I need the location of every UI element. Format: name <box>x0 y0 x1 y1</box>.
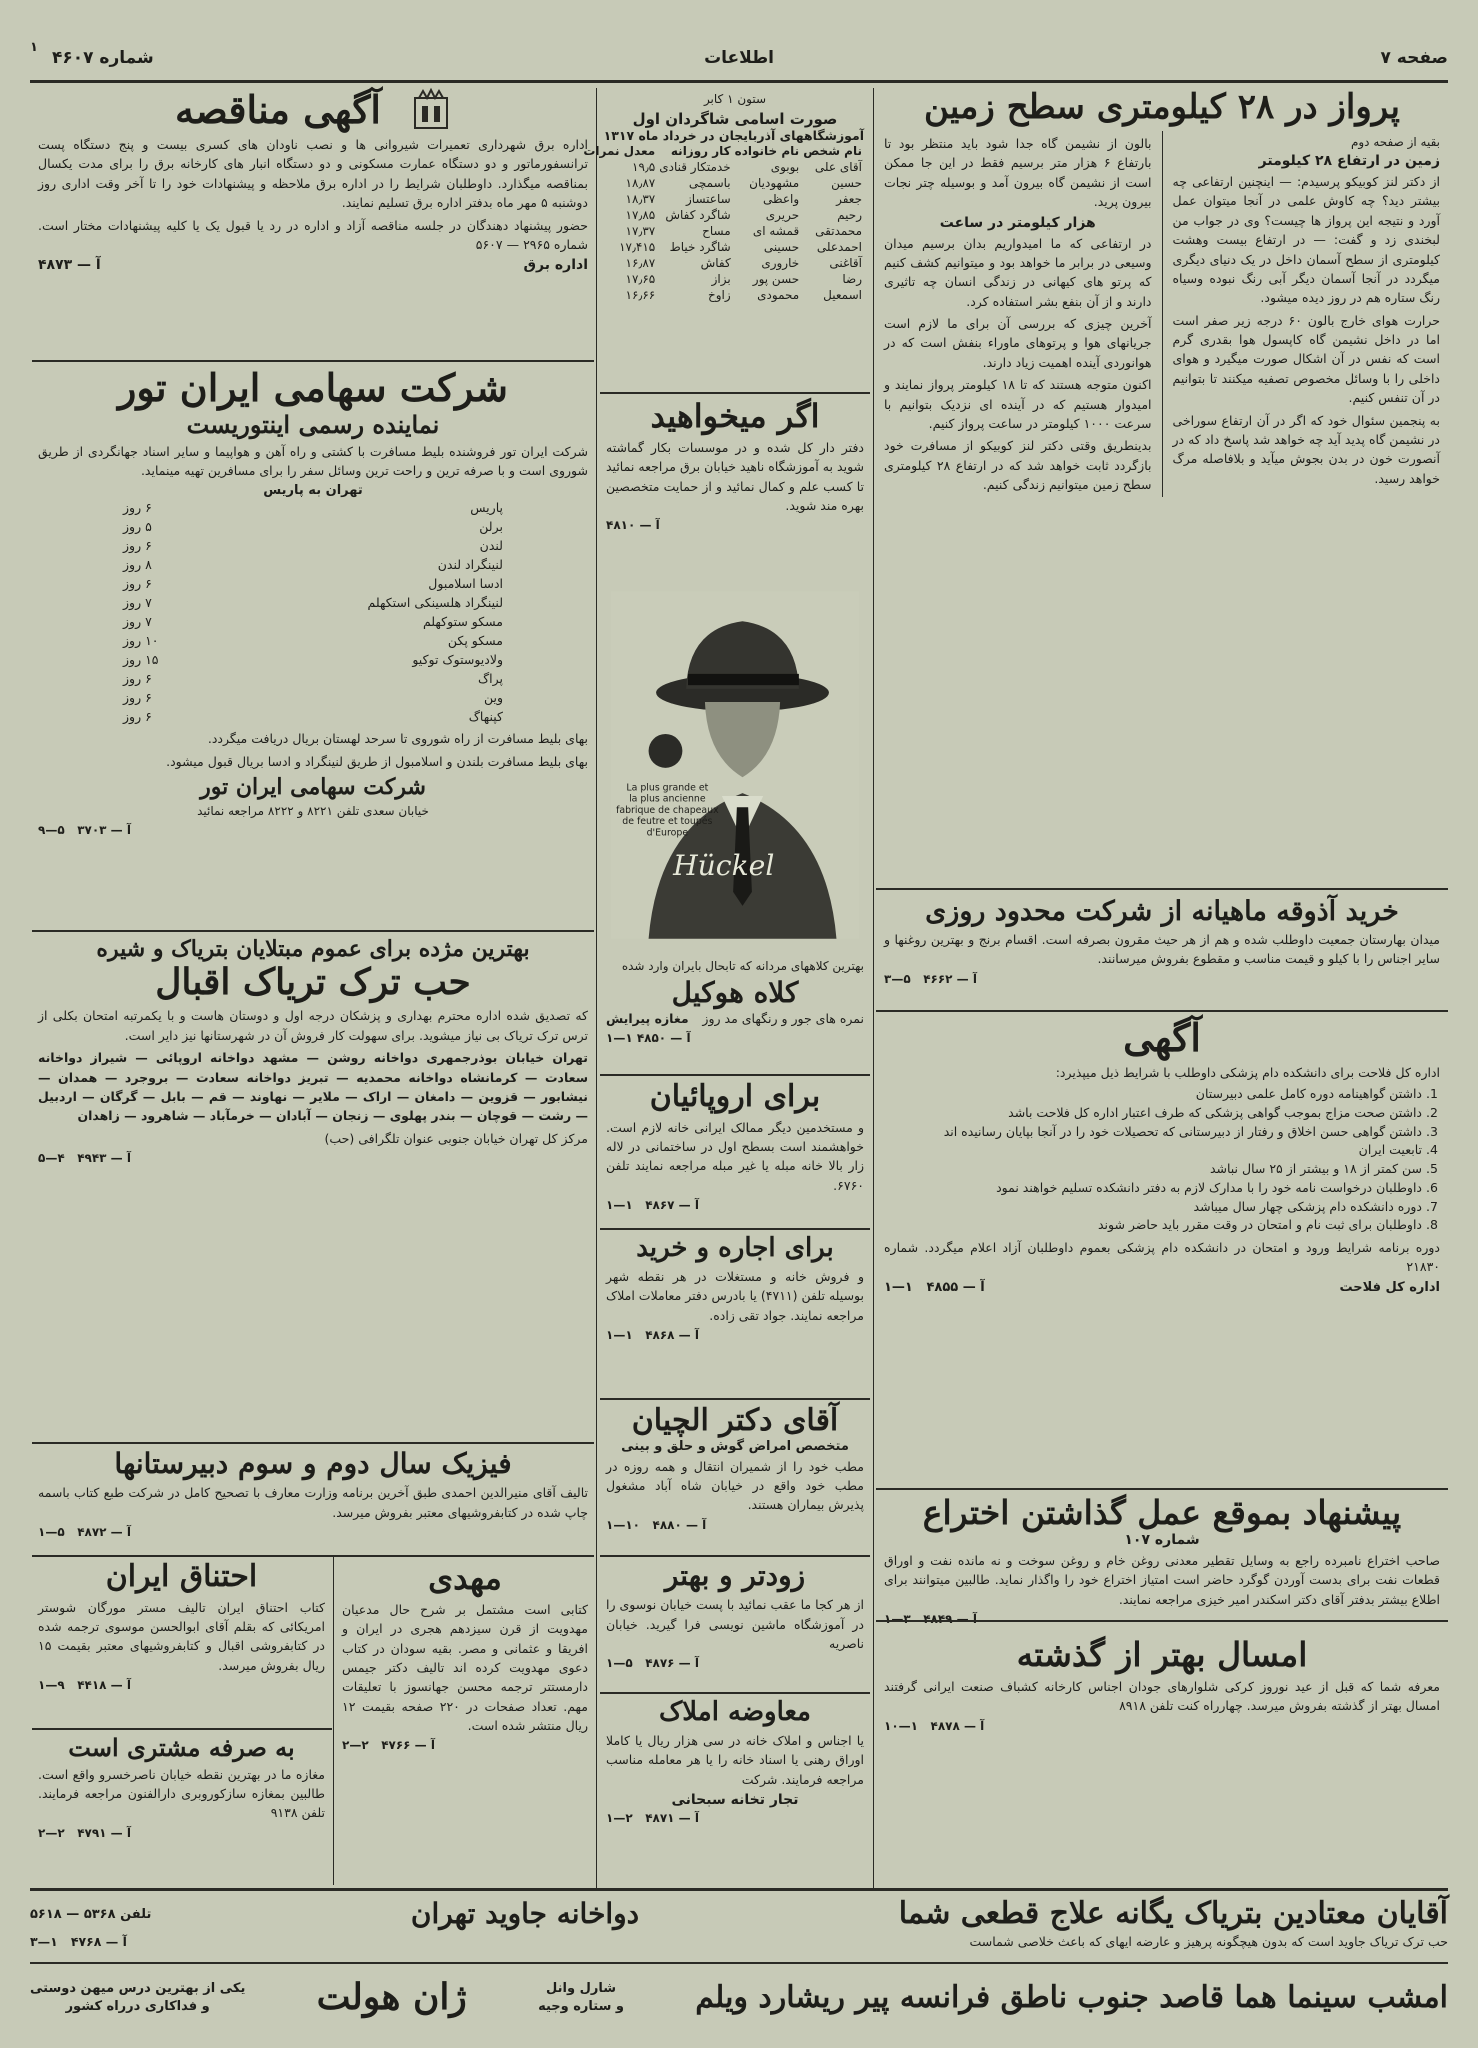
ad-text: صاحب اختراع نامبرده راجع به وسایل تقطیر معدنی روغن خام و روغن سوخت و نه مانده نفت و اوراق قطعات نفت برای بدست آوردن گوگرد حاضر است امتیاز اختراع خود را واگذار نماید. طالبین میتوانند برای اطلاع بیشتر بدفتر آقای دکتر اسکندر امیر خیزی مراجعه نمایند. <box>884 1552 1440 1607</box>
ad-intro: بهترین کلاههای مردانه که تابحال بایران وارد شده <box>621 959 864 973</box>
ad-ref: ۳—۵ <box>884 971 911 986</box>
table-row: احمدعلی حسینی شاگرد خیاط ۱۷٫۴۱۵ <box>619 240 862 254</box>
ad-text: و مستخدمین دیگر ممالک ایرانی خانه لازم است. خواهشمند است بسطح اول در ساختمانی در لاله زار بالا خانه مبله یا غیر مبله مراجعه نمایند تلفن ۶۷۶۰. <box>606 1119 864 1193</box>
agency-list: تهران خیابان بوذرجمهری دواخانه روشن — مشهد دواخانه اروپائی — شیراز دواخانه سعادت — کرمانشاه دواخانه محمدیه — تبریز دواخانه سعادت — بروجرد — همدان — نیشابور — قزوین — دامغان — اراک — ملایر — نهاوند — قم — بابل — گرگان — اردبیل — رشت — قوچان — بندر پهلوی — زنجان — آبادان — خرمآباد — شاهرود — زاهدان <box>38 1050 588 1124</box>
ad-signature: شرکت سهامی ایران تور <box>200 774 426 801</box>
list-item: مسکو پکن ۱۰ روز <box>123 633 503 649</box>
article-paragraph: در ارتفاعی که ما امیدواریم بدان برسیم میدان وسیعی در برابر ما خواهد بود و میتوانیم کشف کنیم که پرتو های کیهانی در زندگی انسان چه تاثیری دارند و از آن بنفع بشر استفاده کرد. <box>884 235 1152 309</box>
ad-title: اگر میخواهید <box>650 397 820 435</box>
ad-ref: ۱—۱ <box>606 1328 633 1343</box>
condition-item: 4. تابعیت ایران <box>884 1141 1422 1160</box>
caption-line: fabrique de chapeaux <box>616 804 719 816</box>
opium-cure-banner <box>30 1894 1448 1960</box>
ad-ref: ۱—۲ <box>606 1811 633 1826</box>
ad-title: حب ترک تریاک اقبال <box>155 961 471 1003</box>
physics-book-ad <box>30 1448 596 1553</box>
list-subtitle: آموزشگاههای آذربایجان در خرداد ماه ۱۳۱۷ <box>603 128 864 143</box>
hat-ad <box>603 580 867 950</box>
ad-text: شرکت ایران تور فروشنده بلیط مسافرت با کشتی و راه آهن و هواپیما و سایر اسناد جهانگردی از طریق شوروی است و با صرفه ترین و راحت ترین وسائل سفر را برای مسافرین تهیه مینماید. <box>38 443 588 479</box>
cinema-tagline: و فداکاری درراه کشور <box>65 1999 210 2014</box>
ad-ref: ۲—۲ <box>342 1738 369 1753</box>
ad-ref: آ — ۴۸۱۰ <box>606 518 660 533</box>
notice-ref: ۱—۱ <box>884 1279 913 1295</box>
ad-ref: آ — ۴۸۷۱ <box>645 1811 699 1826</box>
ad-text: که تصدیق شده اداره محترم بهداری و پزشکان درجه اول و دوستان هاست و با یکمرتبه امتحان بکلی از ترس ترک تریاک بی نیاز میشوید. برای سهولت کار فروش آن در شهرستانها نیز دایر است. <box>38 1008 588 1043</box>
rent-ad <box>598 1234 872 1394</box>
emblem-icon <box>411 88 451 132</box>
ad-text: تالیف آقای منیرالدین احمدی طبق آخرین برنامه وزارت معارف با تصحیح کامل در شرکت طبع کتاب باسمه چاپ شده در کتابفروشیهای معتبر بفروش میرسد. <box>38 1485 588 1520</box>
list-item: برلن ۵ روز <box>123 519 503 535</box>
ad-ref: آ — ۳۷۰۳ <box>77 823 131 838</box>
property-ad <box>598 1698 872 1884</box>
ad-ref: آ — ۴۸۷۸ <box>930 1718 985 1733</box>
ad-note: بهای بلیط مسافرت از راه شوروی تا سرحد لهستان بریال دریافت میگردد. <box>207 731 588 747</box>
ad-title: آقای دکتر الچیان <box>631 1403 839 1438</box>
ad-text: کتاب احتناق ایران تالیف مستر مورگان شوستر امریکائی که بقلم آقای ابوالحسن موسوی ترجمه شده در کتابفروشی اقبال و کتابفروشیهای معتبر بقیمت ۱۵ ریال بفروش میرسد. <box>38 1599 325 1673</box>
cinema-banner <box>30 1966 1448 2030</box>
ad-ref: آ — ۴۴۱۸ <box>77 1678 131 1692</box>
ad-text: کتابی است مشتمل بر شرح حال مدعیان مهدویت از قرن سیزدهم هجری در ایران و افریقا و عثمانی و مصر. بقیه سودان در کتاب دعوی مهدویت کرده اند تالیف دکتر جیمس دارمستتر ترجمه محسن جهانسوز با تعلیقات مهم. تعداد صفحات در ۲۲۰ صفحه بقیمت ۱۲ ریال منتشر شده است. <box>342 1601 588 1734</box>
list-item: کپنهاگ ۶ روز <box>123 709 503 725</box>
ad-ref: ۱—۱۰ <box>606 1517 640 1532</box>
article-title: پرواز در ۲۸ کیلومتری سطح زمین <box>923 87 1400 127</box>
notice-title: آگهی <box>1123 1015 1201 1060</box>
list-item: پراگ ۶ روز <box>123 671 503 687</box>
list-item: لنینگراد لندن ۸ روز <box>123 557 503 573</box>
ad-note: بهای بلیط مسافرت بلندن و اسلامبول از طریق لنینگراد و ادسا بریال قبول میشود. <box>166 753 588 769</box>
issue-number: شماره ۴۶۰۷ <box>52 48 154 68</box>
cinema-actor: شارل وانل <box>546 1980 616 1996</box>
ad-text: میدان بهارستان جمعیت داوطلب شده و هم از هر حیث مقرون بصرفه است. اقسام برنج و بهترین روغنها و سایر اجناس را با کیلو و قیمت مناسب و مقطوع بفروش میرسانند. <box>884 932 1440 967</box>
ad-title: معاوضه املاک <box>659 1697 811 1727</box>
ad-signature: اداره برق <box>523 257 588 274</box>
article-paragraph: اکنون متوجه هستند که تا ۱۸ کیلومتر پرواز نمایند و امیدوار هستیم که در آینده ای نزدیک بتوانیم با سرعت ۱۰۰۰ کیلومتر در ساعت پرواز کنیم. <box>884 377 1152 431</box>
column-divider <box>596 88 597 1888</box>
shop-name: تجار تخانه سبحانی <box>671 1792 799 1809</box>
better-ad <box>876 1628 1448 1880</box>
header-rule <box>30 80 1448 83</box>
ad-title: آگهی مناقصه <box>175 87 381 133</box>
cinema-tagline: یکی از بهترین درس میهن دوستی <box>30 1980 246 1996</box>
article-paragraph: آخرین چیزی که بررسی آن برای ما لازم است جریانهای هوا و پرتوهای ماوراء بنفش است که در هوانوردی آینده اهمیت زیاد دارند. <box>884 316 1152 370</box>
column-divider <box>873 88 874 1888</box>
list-item: لندن ۶ روز <box>123 538 503 554</box>
article-paragraph: حرارت هوای خارج بالون ۶۰ درجه زیر صفر است اما در داخل نشیمن گاه کاپسول هوا بقدری گرم است که نفس در آن اشکال صورت میگیرد و هوای داخلی را با وسائل مخصوص تصفیه میکنند تا بتوانیم در آن تنفس کنیم. <box>1172 312 1440 406</box>
ad-title: برای اجاره و خرید <box>636 1233 834 1263</box>
ad-ref: آ — ۴۸۸۰ <box>652 1517 707 1532</box>
continued-note: بقیه از صفحه دوم <box>1350 135 1440 150</box>
condition-item: 7. دوره دانشکده دام پزشکی چهار سال میباشد <box>884 1198 1422 1217</box>
ad-headline: بهترین مژده برای عموم مبتلایان بتریاک و شیره <box>96 936 530 962</box>
corner-mark: ۱ <box>30 40 38 55</box>
ad-ref: آ — ۴۸۷۶ <box>645 1656 699 1671</box>
ad-address: خیابان سعدی تلفن ۸۲۲۱ و ۸۲۲۲ مراجعه نمائید <box>197 804 429 819</box>
condition-item: 2. داشتن صحت مزاج بموجب گواهی پزشکی که طرف اعتبار اداره کل فلاحت باشد <box>884 1104 1422 1123</box>
table-row: رضا حسن پور بزاز ۱۷٫۶۵ <box>625 272 862 286</box>
banner-note: حب ترک تریاک جاوید است که بدون هیچگونه پرهیز و عارضه ایهای که باعث خلاصی شماست <box>969 1934 1448 1949</box>
section-subheading: هزار کیلومتر در ساعت <box>939 214 1096 231</box>
cinema-headline: امشب سینما هما قاصد جنوب ناطق فرانسه پیر ریشارد ویلم <box>695 1979 1448 2015</box>
condition-item: 6. داوطلبان درخواست نامه خود را با مدارک لازم به دفتر دانشکده تسلیم خواهند نمود <box>884 1179 1422 1198</box>
notice-footer: دوره برنامه شرایط ورود و امتحان در دانشکده دام پزشکی بعموم داوطلبان آزاد اعلام میگردد. شماره ۲۱۸۳۰ <box>884 1240 1440 1275</box>
ad-title: مهدی <box>428 1559 502 1597</box>
shop-name: مغازه پیرایش <box>606 1011 689 1027</box>
route-label: تهران به پاریس <box>263 483 363 499</box>
ad-text: از هر کجا ما عقب نمائید با پست خیابان نوسوی را در آموزشگاه ماشین نویسی فرا گیرید. خیابان ناصریه <box>606 1597 864 1651</box>
ad-text: حضور پیشنهاد دهندگان در جلسه مناقصه آزاد و اداره در رد یا قبول یک یا کلیه پیشنهادات مختار است. شماره ۲۹۶۵ — ۵۶۰۷ <box>38 217 588 252</box>
ad-text: مغازه ما در بهترین نقطه خیابان ناصرخسرو واقع است. طالبین بمغازه سازکوروبری دارالفنون مراجعه فرمایند. تلفن ۹۱۳۸ <box>38 1766 325 1821</box>
list-item: وین ۶ روز <box>123 690 503 706</box>
ad-ref: ۱—۵ <box>606 1656 633 1671</box>
ad-footer: مرکز کل تهران خیابان جنوبی عنوان تلگرافی (حب) <box>324 1130 588 1146</box>
veterinary-notice <box>876 1016 1448 1482</box>
brand-signature: Hückel <box>673 848 775 882</box>
ad-ref: ۱۰—۱ <box>884 1718 918 1733</box>
ad-title: فیزیک سال دوم و سوم دبیرستانها <box>114 1447 512 1480</box>
hat-illustration <box>611 580 859 950</box>
ad-subtitle: متخصص امراض گوش و حلق و بینی <box>621 1438 849 1454</box>
caption-line: de feutre et toupés <box>622 816 713 828</box>
ad-ref: ۱—۹ <box>38 1678 65 1692</box>
cinema-and: و ستاره وجیه <box>538 1999 624 2014</box>
ad-ref: آ — ۴۶۶۲ <box>923 971 977 986</box>
list-item: مسکو ستوکهلم ۷ روز <box>123 614 503 630</box>
table-row: آقاغنی خاروری کفاش ۱۶٫۸۷ <box>625 256 862 270</box>
table-header: نام شخص نام خانواده کار روزانه معدل نمرات <box>583 144 862 158</box>
ad-text: مطب خود را از شمیران انتقال و همه روزه در مطب خود واقع در خیابان شاه آباد مشغول پذیرش بیماران هستند. <box>606 1458 864 1513</box>
ad-subtitle: نماینده رسمی اینتوریست <box>186 409 440 439</box>
ad-ref: ۵—۴ <box>38 1151 65 1166</box>
page-number: صفحه ۷ <box>1380 48 1448 68</box>
ad-title: زودتر و بهتر <box>664 1559 806 1592</box>
routes-list <box>123 498 503 726</box>
table-row: جعفر واعظی ساعتساز ۱۸٫۳۷ <box>625 192 862 206</box>
table-row: حسین مشهودیان باسمچی ۱۸٫۸۷ <box>625 176 862 190</box>
ad-title: کلاه هوکیل <box>671 976 799 1009</box>
ad-ref: ۱—۱ آ — ۴۸۵۰ <box>606 1031 691 1046</box>
condition-item: 1. داشتن گواهینامه دوره کامل علمی دبیرستان <box>884 1085 1422 1104</box>
condition-item: 5. سن کمتر از ۱۸ و بیشتر از ۲۵ سال نباشد <box>884 1160 1422 1179</box>
irantour-ad <box>30 366 596 926</box>
ad-title: به صرفه مشتری است <box>68 1733 295 1762</box>
ad-title: احتناق ایران <box>105 1559 258 1594</box>
ad-ref: آ — ۴۸۷۲ <box>77 1524 131 1539</box>
flight-article <box>876 88 1448 883</box>
ad-text: معرفه شما که قبل از عید نوروز کرکی شلوارهای جودان اجناس کارخانه کشباف صنعت ایرانی گرفتند امسال بهتر از گذشته بفروش میرسد. چهارراه کنت تلفن ۸۹۱۸ <box>884 1678 1440 1714</box>
ad-desc: نمره های جور و رنگهای مد روز <box>702 1011 864 1027</box>
ad-text: و فروش خانه و مستغلات در هر نقطه شهر بوسیله تلفن (۴۷۱۱) یا بادرس دفتر معاملات املاک مراجعه نمایند. جواد تقی زاده. <box>606 1268 864 1323</box>
ad-ref: ۱—۱ <box>606 1198 633 1212</box>
list-item: لنینگراد هلسینکی استکهلم ۷ روز <box>123 595 503 611</box>
tender-ad <box>30 88 596 358</box>
ad-title: برای اروپائیان <box>649 1079 821 1114</box>
ad-ref: آ — ۴۷۹۱ <box>77 1825 131 1840</box>
banner-headline: آقایان معتادین بتریاک یگانه علاج قطعی شما <box>898 1895 1448 1931</box>
kicker: ستون ۱ کابر <box>703 92 767 106</box>
doctor-ad <box>598 1404 872 1554</box>
article-paragraph: به پنجمین سئوال خود که اگر در آن ارتفاع سوراخی در نشیمن گاه پدید آید چه خواهد شد پاسخ داد که در آنصورت خون در بدن بجوش میآید و بلافاصله مرگ خواهد رسید. <box>1172 412 1440 486</box>
ad-text: اداره برق شهرداری تعمیرات شیروانی ها و نصب ناودان های کسری بیست و پنج دستگاه پست ترانسفورماتور و دو دستگاه عمارت مسکونی و دو دستگاه انبار های کارخانه برق را برای مدت یکسال بمناقصه میگذارد. داوطلبان شرایط را در اداره برق ملاحظه و پیشنهادات خود را تا آخر وقت اداری روز دوشنبه ۵ مهر ماه بدفتر اداره برق تسلیم نمایند. <box>38 137 588 211</box>
caption-line: La plus grande et <box>626 782 709 794</box>
ad-ref: آ — ۴۷۶۶ <box>381 1738 435 1753</box>
mahdi-book-ad <box>334 1560 596 1885</box>
ad-ref: ۱—۵ <box>38 1524 65 1539</box>
ad-ref: ۲—۲ <box>38 1825 65 1840</box>
hat-ad-text <box>598 955 872 1070</box>
sooner-ad <box>598 1560 872 1690</box>
ad-title: پیشنهاد بموقع عمل گذاشتن اختراع <box>922 1493 1402 1532</box>
list-item: ادسا اسلامبول ۶ روز <box>123 576 503 592</box>
paper-name: اطلاعات <box>704 48 774 68</box>
caption-line: d'Europe <box>646 827 689 839</box>
page-header <box>30 40 1448 76</box>
ad-text: دفتر دار کل شده و در موسسات بکار گماشته شوید به آموزشگاه ناهید خیابان برق مراجعه نمائید تا کسب علم و کمال نمائید و از حمایت متخصصین بهره مند شوید. <box>606 439 864 513</box>
ihtinaq-book-ad <box>30 1560 333 1725</box>
condition-item: 3. داشتن گواهی حسن اخلاق و رفتار از دبیرستانی که تحصیلات خود را در آنجا بپایان رسانیده اند <box>884 1123 1422 1142</box>
list-item: ولادیوستوک توکیو ۱۵ روز <box>123 652 503 668</box>
notice-conditions <box>884 1085 1440 1235</box>
hat-band-shape <box>688 674 799 685</box>
ad-title: امسال بهتر از گذشته <box>1016 1635 1308 1674</box>
ad-number: شماره ۱۰۷ <box>1124 1531 1200 1548</box>
list-title: صورت اسامی شاگردان اول <box>632 110 838 128</box>
caption-line: la plus ancienne <box>629 793 706 805</box>
banner-ref: آ — ۴۷۶۸ <box>70 1934 127 1949</box>
list-item: پاریس ۶ روز <box>123 500 503 516</box>
article-paragraph: بدینطریق وقتی دکتر لنز کوبیکو از مسافرت خود بازگردد ثابت خواهد شد که در ارتفاع ۲۸ کیلومتری سطح زمین میتوانیم زندگی کنیم. <box>884 438 1152 493</box>
ad-title: خرید آذوقه ماهیانه از شرکت محدود روزی <box>925 896 1399 927</box>
students-list <box>583 88 872 388</box>
ad-ref: آ — ۴۸۶۷ <box>645 1198 699 1212</box>
europeans-ad <box>598 1080 872 1230</box>
ad-ref: آ — ۴۹۴۳ <box>77 1151 131 1166</box>
banner-ref: ۳—۱ <box>30 1934 58 1949</box>
table-row: رحیم حریری شاگرد کفاش ۱۷٫۸۵ <box>625 208 862 222</box>
notice-signature: اداره کل فلاحت <box>1339 1279 1440 1295</box>
crest-emblem <box>649 734 683 768</box>
students-table <box>581 143 864 303</box>
opium-pill-ad <box>30 936 596 1436</box>
ad-ref: آ — ۴۸۷۳ <box>38 257 101 274</box>
bargain-ad <box>30 1734 333 1884</box>
article-paragraph: بالون از نشیمن گاه جدا شود باید منتظر بود تا بارتفاع ۶ هزار متر برسیم فقط در این جا ممکن است از نشیمن گاه بیرون آمد و بوسیله چتر نجات بیرون پرید. <box>884 136 1152 210</box>
ad-text: یا اجناس و املاک خانه در سی هزار ریال یا کاملا اوراق رهنی یا اسناد خانه را یا هر معامله مناسب مراجعه فرمایند. شرکت <box>606 1732 864 1787</box>
section-heading: زمین در ارتفاع ۲۸ کیلومتر <box>1258 153 1440 170</box>
notice-intro: اداره کل فلاحت برای دانشکده دام پزشکی داوطلب با شرایط ذیل میپذیرد: <box>1055 1064 1440 1080</box>
nahid-ad <box>598 398 872 578</box>
coal-ad <box>876 896 1448 1004</box>
ad-ref: ۹—۵ <box>38 823 65 838</box>
table-row: اسمعیل محمودی زاوخ ۱۶٫۶۶ <box>625 288 862 302</box>
table-row: محمدتقی قمشه ای مساح ۱۷٫۳۷ <box>625 224 862 238</box>
article-paragraph: از دکتر لنز کوبیکو پرسیدم: — اینچنین ارتفاعی چه بیشتر دید؟ چه کاوش علمی در آنجا میتوان عمل آورد و نتیجه این پرواز ها چیست؟ وی در جواب من لبخندی زد و گفت: — در ارتفاع بیست وهشت کیلومتری از سطح آسمان داخل در یک دنیای دیگری میگردد در آنجا آسمان دیگر آبی رنگ نبوده وسیاه رنگ ستاره هم در روز دیده میشود. <box>1172 174 1440 306</box>
banner-phone: تلفن ۵۳۶۸ — ۵۶۱۸ <box>30 1906 152 1922</box>
notice-ref: آ — ۴۸۵۵ <box>926 1279 985 1295</box>
ad-title: شرکت سهامی ایران تور <box>118 365 508 410</box>
condition-item: 8. داوطلبان برای ثبت نام و امتحان در وقت مقرر باید حاضر شوند <box>884 1216 1422 1235</box>
pharmacy-name: دواخانه جاوید تهران <box>410 1896 640 1930</box>
cinema-star: ژان هولت <box>316 1976 467 2019</box>
ad-ref: آ — ۴۸۶۸ <box>645 1328 699 1343</box>
table-row: آقای علی بوبوی خدمتکار قنادی ۱۹٫۵ <box>632 160 862 174</box>
